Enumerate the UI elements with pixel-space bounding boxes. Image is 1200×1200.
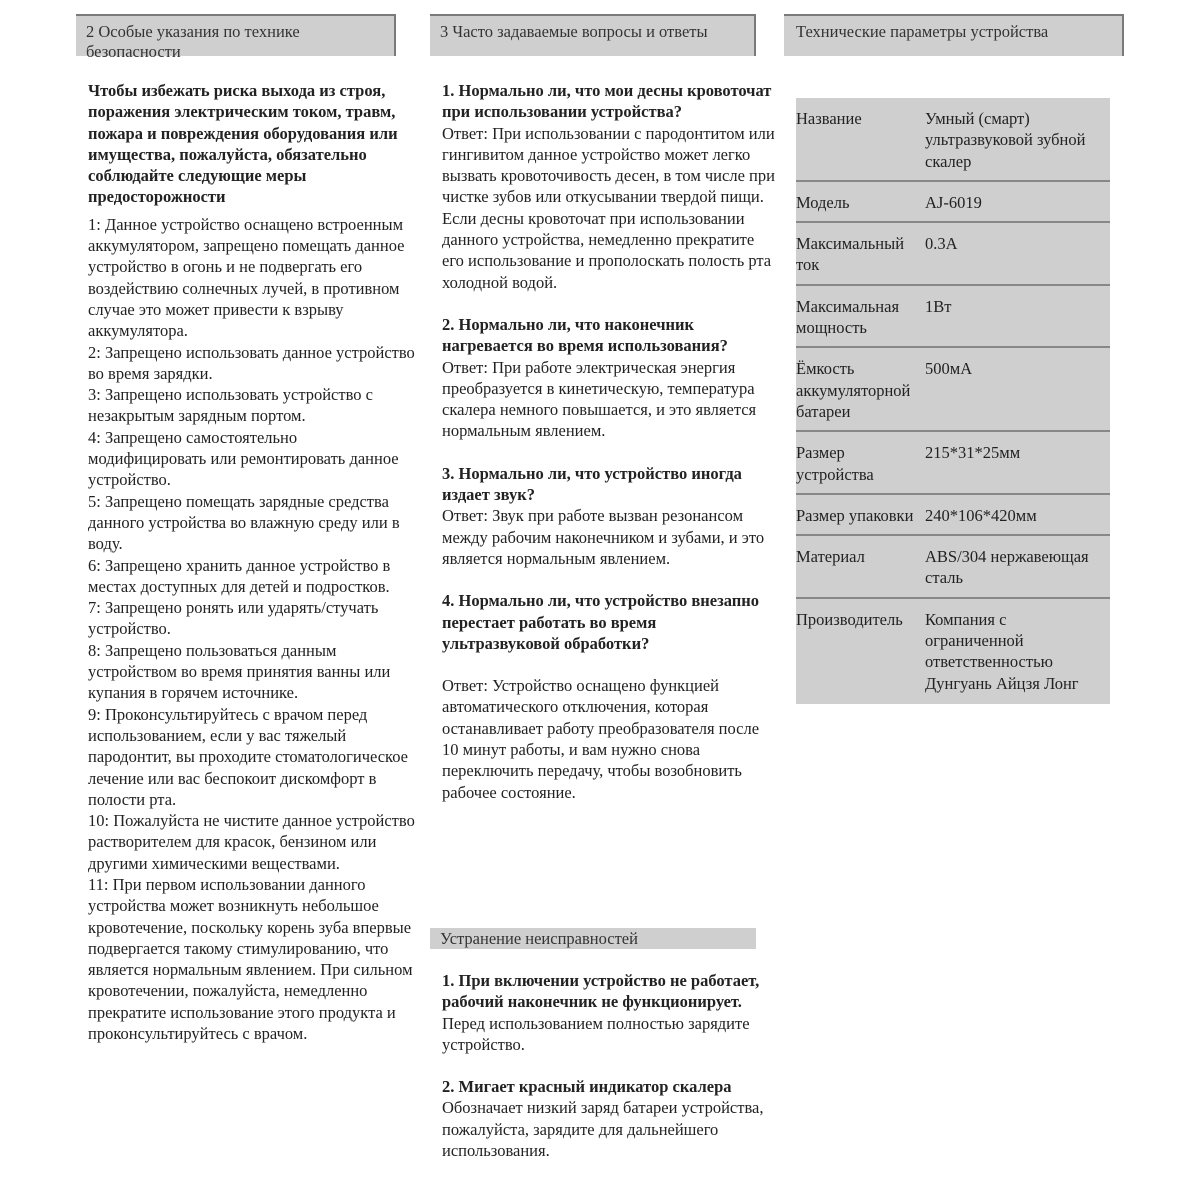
faq-question: 2. Нормально ли, что наконечник нагревается во время использования?: [442, 314, 728, 356]
spec-label: Название: [796, 109, 862, 128]
spec-row-model: [796, 182, 1110, 223]
faq-answer: Ответ: Устройство оснащено функцией автоматического отключения, которая останавливает работу преобразователя после 10 минут работы, и вам нужно снова переключить передачу, чтобы возобновить рабочее состояние.: [442, 676, 760, 802]
spec-value: 240*106*420мм: [925, 505, 1037, 525]
faq-question: 3. Нормально ли, что устройство иногда издает звук?: [442, 463, 742, 505]
spec-value: 500мА: [925, 359, 973, 379]
troubleshooting-solution: Перед использованием полностью зарядите устройство.: [442, 1013, 750, 1054]
faq-item: [442, 590, 778, 803]
spec-row-battery-capacity: [796, 348, 1110, 432]
spec-value: ABS/304 нержавеющая сталь: [925, 547, 1089, 588]
safety-item: 1: Данное устройство оснащено встроенным аккумулятором, запрещено помещать данное устройство в огонь и не подвергать его воздействию солнечных лучей, в противном случае это может привести к взрыву аккумулятора.: [88, 214, 405, 341]
faq-question: 1. Нормально ли, что мои десны кровоточат при использовании устройства?: [442, 81, 772, 122]
spec-value: 215*31*25мм: [925, 443, 1021, 463]
safety-item: 8: Запрещено пользоваться данным устройством во время принятия ванны или купания в горячем источнике.: [88, 640, 391, 703]
troubleshooting-item: [442, 1076, 778, 1161]
spec-value: 0.3A: [925, 234, 958, 254]
spec-row-max-current: [796, 223, 1110, 286]
spec-row-name: [796, 98, 1110, 182]
spec-value: AJ-6019: [925, 192, 982, 212]
spec-row-device-size: [796, 432, 1110, 495]
safety-item: 11: При первом использовании данного устройства может возникнуть небольшое кровотечение, поскольку корень зуба впервые подвергается такому стимулированию, что является нормальным явлением. При сильном кровотечении, пожалуйста, немедленно прекратите использование этого продукта и проконсультируйтесь с врачом.: [88, 874, 413, 1044]
spec-row-package-size: [796, 495, 1110, 536]
faq-item: [442, 463, 778, 569]
spec-label: Материал: [796, 547, 865, 567]
troubleshooting-solution: Обозначает низкий заряд батареи устройства, пожалуйста, зарядите для дальнейшего использования.: [442, 1098, 764, 1161]
faq-answer: Ответ: Звук при работе вызван резонансом между рабочим наконечником и зубами, и это является нормальным явлением.: [442, 506, 765, 568]
spec-value: 1Вт: [925, 296, 952, 316]
spec-label: Ёмкость аккумуляторной батареи: [796, 359, 911, 421]
spec-label: Максимальная мощность: [796, 296, 900, 338]
faq-answer: Ответ: При работе электрическая энергия преобразуется в кинетическую, температура скалера немного повышается, и это является нормальным явлением.: [442, 357, 757, 441]
faq-answer: Ответ: При использовании с пародонтитом или гингивитом данное устройство может легко вызвать кровоточивость десен, в том числе при чистке зубов или откусывании твердой пищи. Если десны кровоточат при использовании данного устройства, немедленно прекратите его использование и прополоскать полость рта холодной водой.: [442, 123, 775, 292]
spec-label: Производитель: [796, 609, 903, 629]
safety-item: 9: Проконсультируйтесь с врачом перед использованием, если у вас тяжелый пародонтит, вы проходите стоматологическое лечение или вас беспокоит дискомфорт в полости рта.: [88, 704, 409, 809]
safety-item: 7: Запрещено ронять или ударять/стучать устройство.: [88, 598, 379, 639]
spec-label: Размер упаковки: [796, 505, 914, 525]
faq-section-header: 3 Часто задаваемые вопросы и ответы: [430, 14, 756, 56]
spec-row-manufacturer: [796, 599, 1110, 704]
specs-table: [796, 98, 1110, 704]
troubleshooting-item: [442, 970, 778, 1055]
faq-item: [442, 80, 778, 293]
faq-item: [442, 314, 778, 442]
troubleshooting-section-header: Устранение неисправностей: [430, 928, 756, 949]
specs-section-header: Технические параметры устройства: [784, 14, 1124, 56]
safety-item: 10: Пожалуйста не чистите данное устройство растворителем для красок, бензином или другими химическими веществами.: [88, 811, 415, 873]
safety-item: 5: Запрещено помещать зарядные средства данного устройства во влажную среду или в воду.: [88, 491, 400, 554]
spec-row-max-power: [796, 286, 1110, 349]
spec-label: Размер устройства: [796, 443, 874, 484]
troubleshooting-problem: 2. Мигает красный индикатор скалера: [442, 1077, 732, 1097]
spec-label: Максимальный ток: [796, 234, 905, 275]
safety-item: 2: Запрещено использовать данное устройство во время зарядки.: [88, 342, 415, 383]
spec-value: Умный (смарт) ультразвуковой зубной скалер: [925, 109, 1086, 171]
faq-section: [442, 80, 778, 824]
troubleshooting-section: [442, 970, 778, 1182]
safety-item: 6: Запрещено хранить данное устройство в местах доступных для детей и подростков.: [88, 555, 391, 596]
safety-item: 4: Запрещено самостоятельно модифицировать или ремонтировать данное устройство.: [88, 427, 399, 490]
safety-section-header: 2 Особые указания по технике безопасности: [76, 14, 396, 56]
spec-label: Модель: [796, 192, 850, 212]
safety-lead: Чтобы избежать риска выхода из строя, поражения электрическим током, травм, пожара и повреждения оборудования или имущества, пожалуйста, обязательно соблюдайте следующие меры предосторожности: [88, 81, 398, 207]
safety-item: 3: Запрещено использовать устройство с незакрытым зарядным портом.: [88, 385, 373, 426]
spec-value: Компания с ограниченной ответственностью Дунгуань Айцзя Лонг: [925, 609, 1079, 693]
safety-section: [88, 80, 418, 1044]
troubleshooting-problem: 1. При включении устройство не работает, рабочий наконечник не функционирует.: [442, 971, 760, 1012]
faq-question: 4. Нормально ли, что устройство внезапно перестает работать во время ультразвуковой обработки?: [442, 591, 760, 653]
spec-row-material: [796, 536, 1110, 599]
